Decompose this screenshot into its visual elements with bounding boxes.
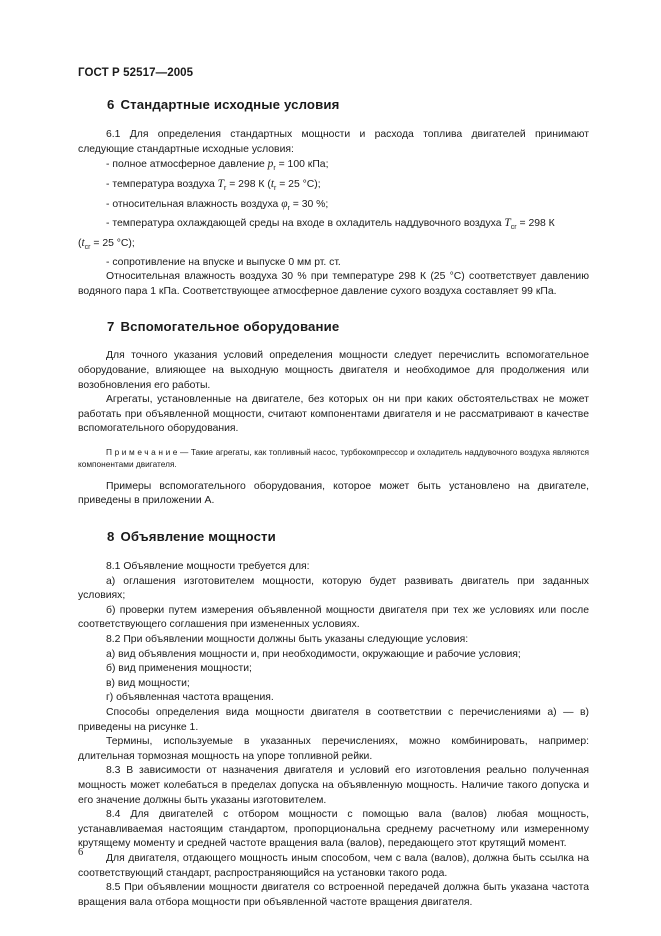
section-6-heading xyxy=(78,97,589,113)
list-item-humidity xyxy=(78,197,589,217)
list-item-8-2-b: б) вид применения мощности; xyxy=(106,663,252,675)
list-text: = 298 К ( xyxy=(226,178,271,190)
section-title: Объявление мощности xyxy=(120,529,276,545)
paragraph-8-4: 8.4 Для двигателей с отбором мощности с помощью вала (валов) любая мощность, устанавливаемая настоящим стандартом, пропорциональна среднему расчетному или измеренному крутящему моменту и средней частоте вращения вала (валов), передающего этот крутящий момент. xyxy=(78,809,589,850)
section-number: 8 xyxy=(107,529,115,545)
list-text: = 30 %; xyxy=(289,198,329,210)
list-text: = 25 °С); xyxy=(276,178,321,190)
math-symbol: t xyxy=(81,236,85,249)
list-text: = 100 кПа; xyxy=(275,159,329,171)
list-item-coolant-temperature xyxy=(78,216,589,236)
paragraph-6-1: 6.1 Для определения стандартных мощности и расхода топлива двигателей принимают следующие стандартные исходные условия: xyxy=(78,129,589,155)
math-subscript: r xyxy=(224,184,227,192)
math-symbol: t xyxy=(270,177,274,190)
math-symbol: φ xyxy=(281,197,288,210)
list-text: - относительная влажность воздуха xyxy=(106,198,282,210)
list-item-8-2-a: а) вид объявления мощности и, при необходимости, окружающие и рабочие условия; xyxy=(106,648,521,660)
list-text: - температура охлаждающей среды на входе в охладитель наддувочного воздуха xyxy=(106,218,505,230)
list-item-resistance: - сопротивление на впуске и выпуске 0 мм рт. ст. xyxy=(106,256,341,268)
math-symbol: T xyxy=(217,177,224,190)
list-text: - температура воздуха xyxy=(106,178,218,190)
paragraph-8-5: 8.5 При объявлении мощности двигателя со встроенной передачей должна быть указана частота вращения вала отбора мощности при объявленной частоте вращения двигателя. xyxy=(78,882,589,908)
list-item-air-temperature xyxy=(78,177,589,197)
note-text: — Такие агрегаты, как топливный насос, турбокомпрессор и охладитель наддувочного воздуха являются компонентами двигателя. xyxy=(78,446,589,470)
list-item-8-1-a: а) оглашения изготовителем мощности, которую будет развивать двигатель при заданных условиях; xyxy=(78,575,589,602)
document-body xyxy=(78,92,589,910)
math-subscript: cr xyxy=(84,243,91,251)
math-symbol: T xyxy=(504,217,511,230)
note-7 xyxy=(78,446,589,471)
list-item-coolant-temperature-cont xyxy=(78,236,589,256)
paragraph-humidity-note: Относительная влажность воздуха 30 % при температуре 298 К (25 °С) соответствует давлению водяного пара 1 кПа. Соответствующее атмосферное давление сухого воздуха составляет 99 кПа. xyxy=(78,271,589,297)
math-symbol: p xyxy=(267,158,274,171)
section-7-heading xyxy=(78,319,589,335)
paragraph-8-3: 8.3 В зависимости от назначения двигателя и условий его изготовления реально полученная мощность может колебаться в пределах допуска на объявленную мощность. Наличие такого допуска и его значение должны быть указаны изготовителем. xyxy=(78,765,589,806)
list-item-8-2-d: г) объявленная частота вращения. xyxy=(106,692,274,704)
paragraph-8-1: 8.1 Объявление мощности требуется для: xyxy=(106,561,310,573)
math-subscript: r xyxy=(287,204,290,212)
list-text: = 25 °С); xyxy=(90,237,135,249)
list-text: ( xyxy=(78,237,82,249)
list-item-pressure xyxy=(78,157,589,177)
section-number: 7 xyxy=(107,319,115,335)
list-item-8-2-c: в) вид мощности; xyxy=(106,677,190,689)
paragraph-7-1: Для точного указания условий определения мощности следует перечислить вспомогательное оборудование, влияющее на выходную мощность двигателя и необходимое для продолжения или возобновления его работы. xyxy=(78,350,589,391)
section-title: Вспомогательное оборудование xyxy=(120,319,340,335)
paragraph-7-2: Агрегаты, установленные на двигателе, без которых он ни при каких обстоятельствах не может работать при объявленной мощности, считают компонентами двигателя и не рассматривают в качестве вспомогательного оборудования. xyxy=(78,394,589,435)
paragraph-8-2: 8.2 При объявлении мощности должны быть указаны следующие условия: xyxy=(106,634,469,646)
document-header: ГОСТ Р 52517—2005 xyxy=(78,67,194,79)
math-subscript: r xyxy=(273,184,277,192)
math-subscript: cr xyxy=(510,224,517,232)
section-8-heading xyxy=(78,529,589,545)
paragraph-8-methods: Способы определения вида мощности двигателя в соответствии с перечислениями а) — в) приведены на рисунке 1. xyxy=(78,707,589,733)
page-number: 6 xyxy=(78,847,84,858)
paragraph-8-terms: Термины, используемые в указанных перечислениях, можно комбинировать, например: длительная тормозная мощность на упоре топливной рейки. xyxy=(78,736,589,762)
section-title: Стандартные исходные условия xyxy=(120,97,340,112)
paragraph-8-4-other: Для двигателя, отдающего мощность иным способом, чем с вала (валов), должна быть ссылка на соответствующий стандарт, распространяющийся на установки такого рода. xyxy=(78,852,589,879)
paragraph-7-3: Примеры вспомогательного оборудования, которое может быть установлено на двигателе, приведены в приложении А. xyxy=(78,480,589,507)
section-number: 6 xyxy=(107,97,115,112)
list-text: - полное атмосферное давление xyxy=(106,159,268,171)
note-label: Примечание xyxy=(106,446,181,457)
math-subscript: r xyxy=(273,165,276,173)
list-text: = 298 К xyxy=(516,218,555,230)
list-item-8-1-b: б) проверки путем измерения объявленной мощности двигателя при тех же условиях или после соответствующего соглашения при измененных условиях. xyxy=(78,604,589,631)
